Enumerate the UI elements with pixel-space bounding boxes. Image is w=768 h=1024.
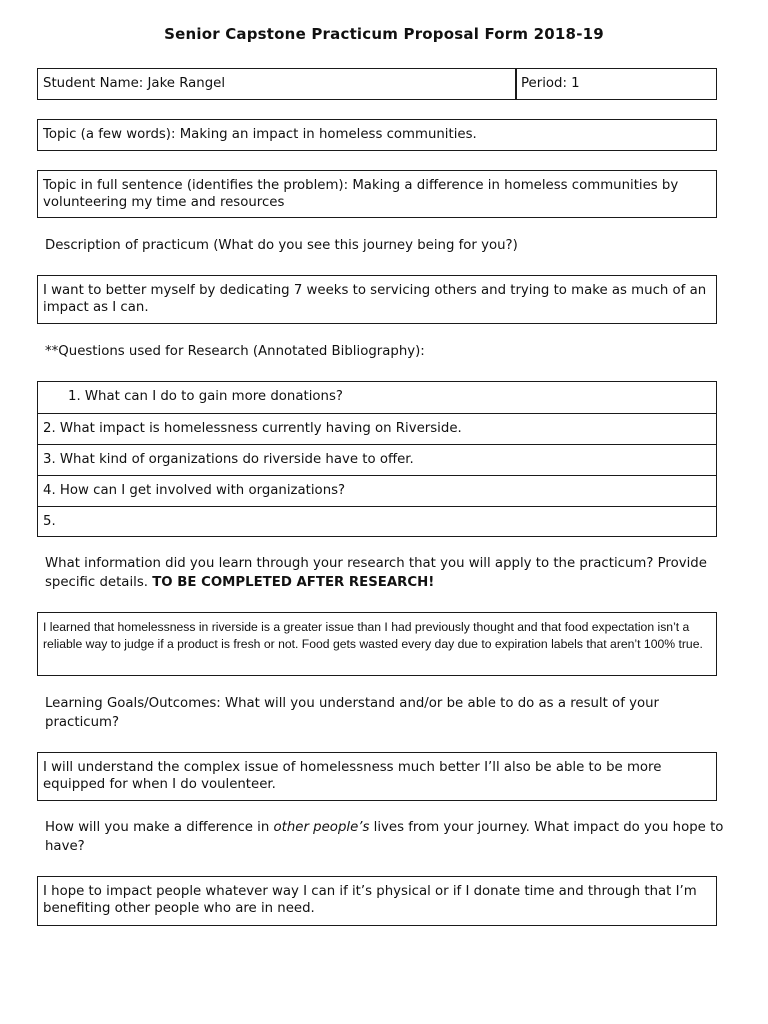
description-answer-text: I want to better myself by dedicating 7 weeks to servicing others and trying to make as much of an impact as I can. <box>43 283 707 315</box>
topic-sentence-field[interactable] <box>37 170 717 218</box>
student-name-text: Student Name: Jake Rangel <box>43 76 226 91</box>
impact-prompt-text-a: How will you make a difference in <box>45 820 270 835</box>
form-title: Senior Capstone Practicum Proposal Form 2018-19 <box>164 25 604 43</box>
research-prompt-text: What information did you learn through your research that you will apply to the practicum? Provide specific details. <box>45 556 707 590</box>
goals-prompt: Learning Goals/Outcomes: What will you understand and/or be able to do as a result of your practicum? <box>45 696 660 730</box>
question-row[interactable]: 3. What kind of organizations do riverside have to offer. <box>38 444 716 475</box>
topic-sentence-text: Topic in full sentence (identifies the problem): Making a difference in homeless communities by volunteering my time and resources <box>43 178 679 210</box>
description-prompt: Description of practicum (What do you see this journey being for you?) <box>45 238 518 253</box>
question-row[interactable]: 4. How can I get involved with organizations? <box>38 475 716 506</box>
period-text: Period: 1 <box>521 76 580 91</box>
research-questions-table <box>37 381 717 537</box>
research-prompt-note: TO BE COMPLETED AFTER RESEARCH! <box>152 575 435 590</box>
student-name-field[interactable] <box>37 68 517 100</box>
period-field[interactable] <box>515 68 717 100</box>
question-row[interactable]: 5. <box>38 506 716 536</box>
impact-prompt-text-b: lives from your journey. What impact do you hope to have? <box>45 820 724 854</box>
research-answer-text: I learned that homelessness in riverside is a greater issue than I had previously thought and that food expectation isn’t a reliable way to judge if a product is fresh or not. Food gets wasted every day due to expiration labels that aren’t 100% true. <box>43 620 703 651</box>
research-answer-field[interactable] <box>37 612 717 676</box>
topic-text: Topic (a few words): Making an impact in homeless communities. <box>43 127 477 142</box>
impact-prompt-emphasis: other people’s <box>273 820 370 835</box>
questions-prompt: **Questions used for Research (Annotated Bibliography): <box>45 344 425 359</box>
question-row[interactable]: 2. What impact is homelessness currently having on Riverside. <box>38 413 716 444</box>
goals-answer-text: I will understand the complex issue of homelessness much better I’ll also be able to be more equipped for when I do voulenteer. <box>43 760 662 792</box>
goals-answer-field[interactable] <box>37 752 717 801</box>
impact-prompt <box>45 818 725 856</box>
question-row[interactable]: 1. What can I do to gain more donations? <box>68 389 343 404</box>
impact-answer-text: I hope to impact people whatever way I can if it’s physical or if I donate time and through that I’m benefiting other people who are in need. <box>43 884 697 916</box>
topic-field[interactable] <box>37 119 717 151</box>
description-answer-field[interactable] <box>37 275 717 324</box>
impact-answer-field[interactable] <box>37 876 717 926</box>
research-prompt <box>45 554 725 592</box>
